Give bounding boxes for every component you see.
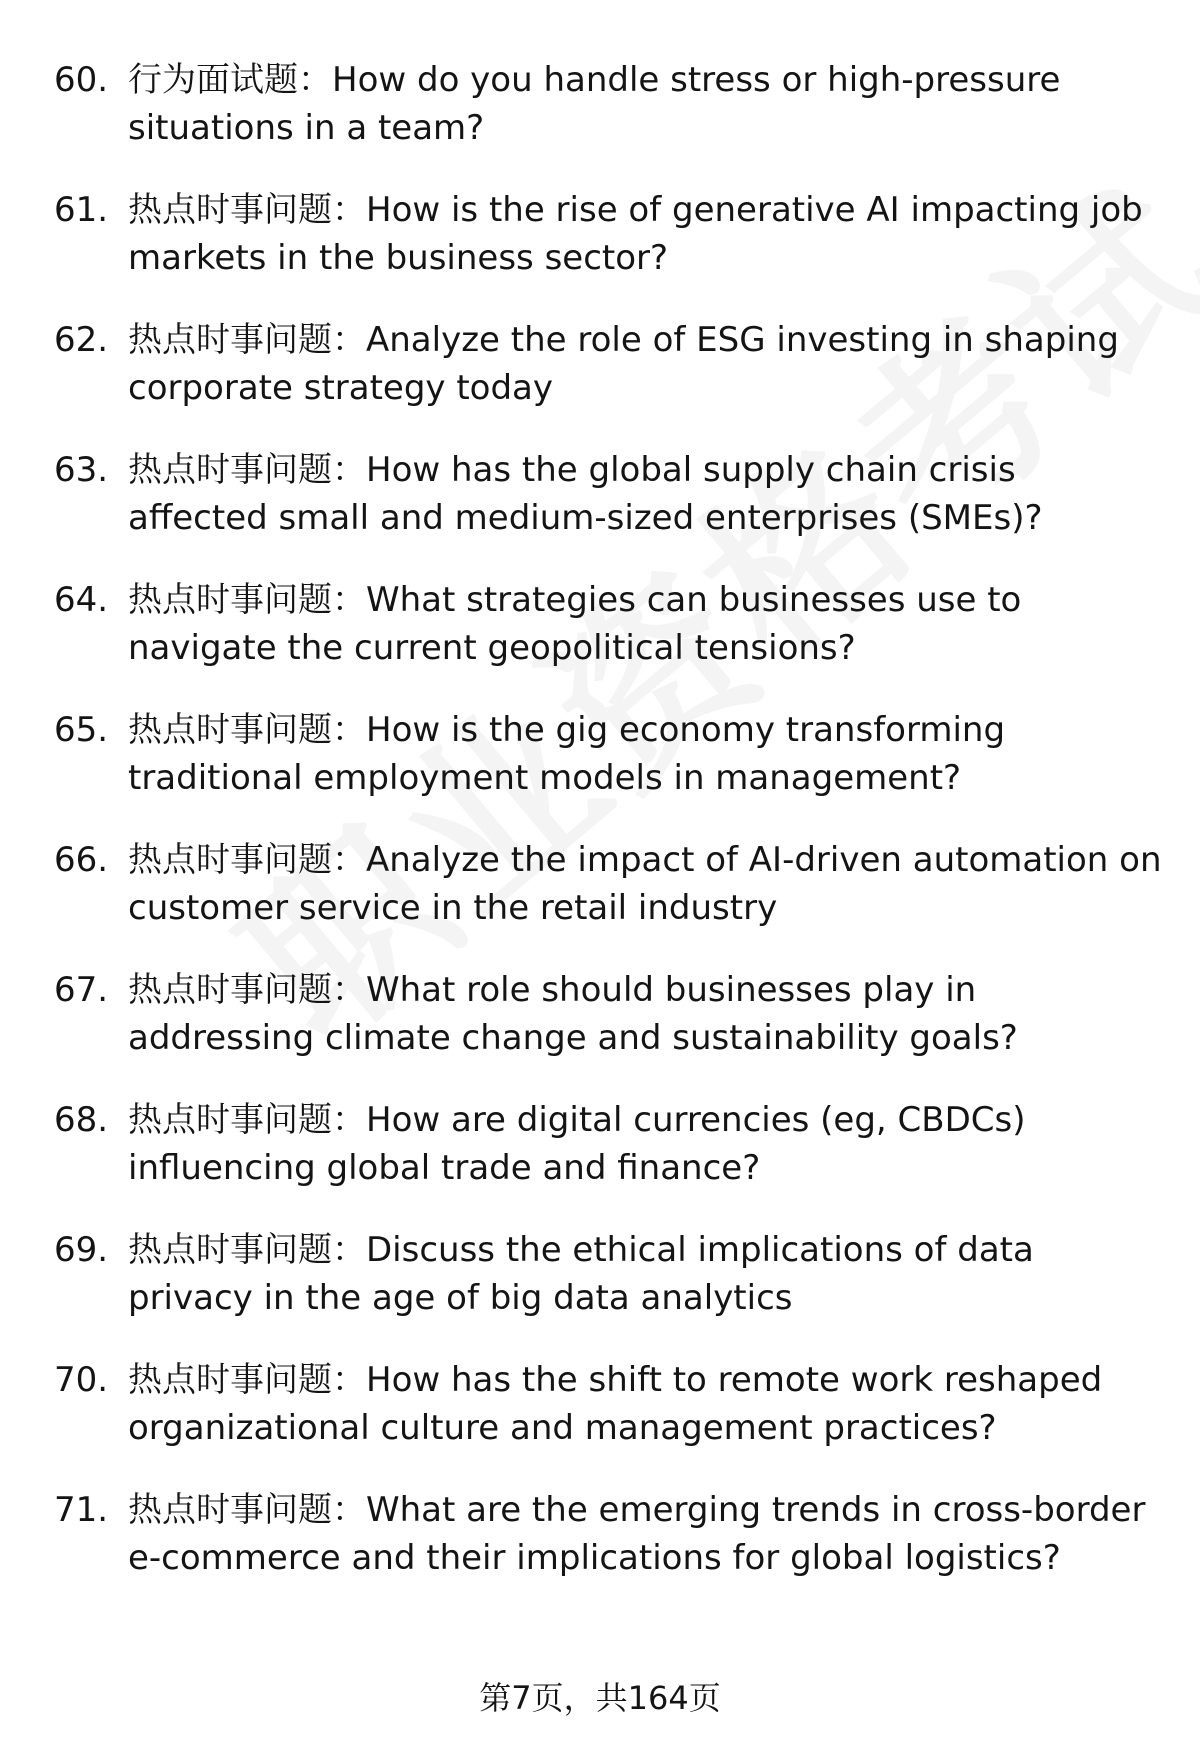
question-body (128, 576, 1164, 672)
question-body (128, 446, 1164, 542)
question-body (128, 1486, 1164, 1582)
question-category: 热点时事问题： (128, 970, 366, 1010)
question-category: 热点时事问题： (128, 840, 366, 880)
question-category: 行为面试题： (128, 60, 332, 100)
question-body (128, 966, 1164, 1062)
question-category: 热点时事问题： (128, 190, 366, 230)
question-number: 60. (54, 60, 109, 100)
question-item (54, 836, 1164, 932)
page-number-footer: 第7页，共164页 (479, 1679, 721, 1717)
question-item (54, 316, 1164, 412)
question-number: 61. (54, 190, 109, 230)
question-category: 热点时事问题： (128, 1360, 366, 1400)
question-item (54, 186, 1164, 282)
question-body (128, 316, 1164, 412)
question-text: How do you handle stress or high-pressure situations in a team? (128, 60, 1061, 148)
question-number: 68. (54, 1100, 109, 1140)
question-number: 66. (54, 840, 109, 880)
question-number: 71. (54, 1490, 109, 1530)
question-number: 62. (54, 320, 109, 360)
question-number: 67. (54, 970, 109, 1010)
question-item (54, 966, 1164, 1062)
question-item (54, 1226, 1164, 1322)
question-text: Analyze the impact of AI-driven automation on customer service in the retail industry (128, 840, 1162, 928)
question-text: How is the gig economy transforming traditional employment models in management? (128, 710, 1006, 798)
question-number: 63. (54, 450, 109, 490)
question-text: Discuss the ethical implications of data privacy in the age of big data analytics (128, 1230, 1034, 1318)
question-body (128, 1096, 1164, 1192)
question-item (54, 1486, 1164, 1582)
question-text: What role should businesses play in addressing climate change and sustainability goals? (128, 970, 1018, 1058)
question-category: 热点时事问题： (128, 450, 366, 490)
question-number: 69. (54, 1230, 109, 1270)
question-text: How are digital currencies (eg, CBDCs) influencing global trade and finance? (128, 1100, 1026, 1188)
question-item (54, 1096, 1164, 1192)
question-body (128, 186, 1164, 282)
question-body (128, 1226, 1164, 1322)
question-text: What are the emerging trends in cross-border e-commerce and their implications for global logistics? (128, 1490, 1146, 1578)
question-text: What strategies can businesses use to navigate the current geopolitical tensions? (128, 580, 1022, 668)
question-item (54, 576, 1164, 672)
question-number: 70. (54, 1360, 109, 1400)
question-category: 热点时事问题： (128, 320, 366, 360)
question-item (54, 56, 1164, 152)
question-category: 热点时事问题： (128, 710, 366, 750)
question-category: 热点时事问题： (128, 580, 366, 620)
question-number: 65. (54, 710, 109, 750)
question-item (54, 446, 1164, 542)
question-text: How is the rise of generative AI impacting job markets in the business sector? (128, 190, 1143, 278)
question-body (128, 1356, 1164, 1452)
question-category: 热点时事问题： (128, 1100, 366, 1140)
question-body (128, 706, 1164, 802)
question-item (54, 706, 1164, 802)
question-category: 热点时事问题： (128, 1230, 366, 1270)
question-list (54, 56, 1164, 1616)
question-text: How has the global supply chain crisis affected small and medium-sized enterprises (SMEs)? (128, 450, 1043, 538)
question-number: 64. (54, 580, 109, 620)
question-body (128, 56, 1164, 152)
question-category: 热点时事问题： (128, 1490, 366, 1530)
question-body (128, 836, 1164, 932)
question-item (54, 1356, 1164, 1452)
question-text: Analyze the role of ESG investing in shaping corporate strategy today (128, 320, 1119, 408)
question-text: How has the shift to remote work reshaped organizational culture and management practices? (128, 1360, 1103, 1448)
